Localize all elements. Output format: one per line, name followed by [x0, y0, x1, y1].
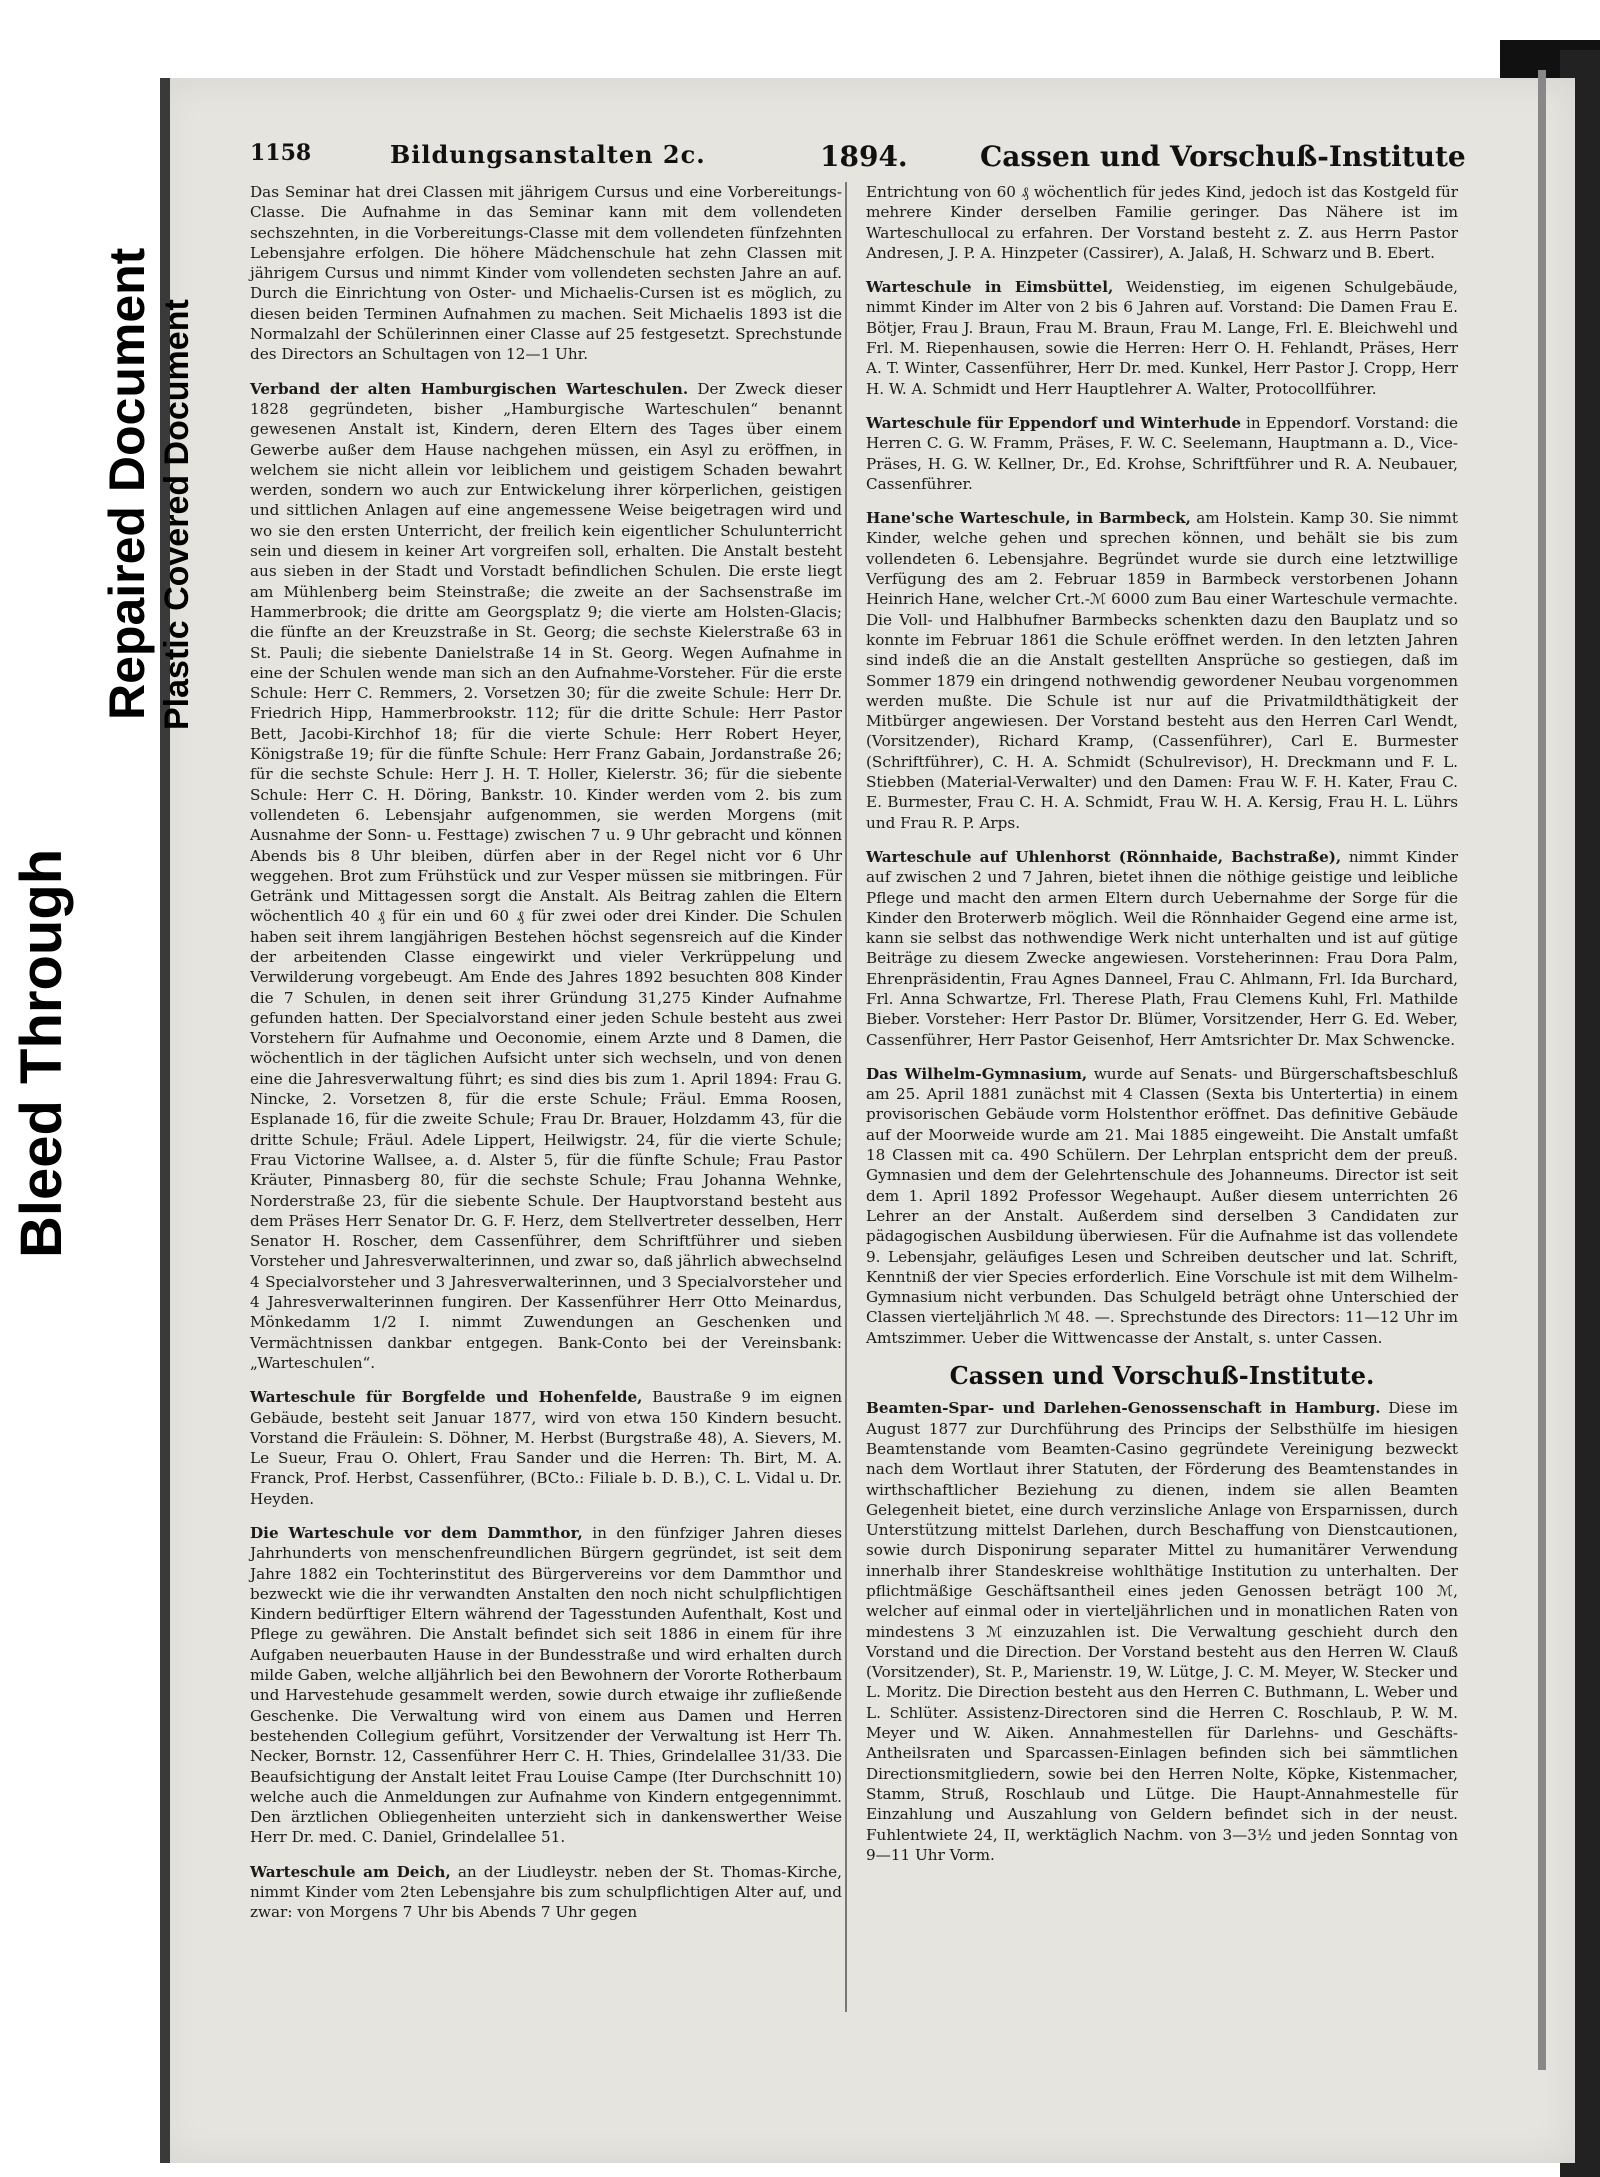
paragraph-text: nimmt Kinder auf zwischen 2 und 7 Jahren, bietet ihnen die nöthige geistige und leibliche Pflege und macht den armen Eltern durch Uebernahme der Sorge für die Kinder den Broterwerb möglich. Weil die Rönnhaider Gegend eine arme ist, kann sie selbst das nothwendige Werk nicht unterhalten und ist auf gütige Beiträge zu diesem Zwecke angewiesen. Vorsteherinnen: Frau Dora Palm, Ehrenpräsidentin, Frau Agnes Danneel, Frau C. Ahlmann, Frl. Ida Burchard, Frl. Anna Schwartze, Frl. Therese Plath, Frau Clemens Kuhl, Frl. Mathilde Bieber. Vorsteher: Herr Pastor Dr. Blümer, Vorsitzender, Herr G. Ed. Weber, Cassenführer, Herr Pastor Geisenhof, Herr Amtsrichter Dr. Max Schwencke.	[866, 847, 1459, 1049]
paragraph	[250, 379, 842, 1374]
paragraph-lead: Die Warteschule vor dem Dammthor,	[250, 1524, 583, 1542]
paragraph-lead: Das Wilhelm-Gymnasium,	[866, 1064, 1088, 1083]
paragraph	[866, 508, 1458, 833]
paragraph-text: Der Zweck dieser 1828 gegründeten, bisher „Hamburgische Warteschulen“ benannt gewesenen Anstalt ist, Kindern, deren Eltern des Tages über einem Gewerbe außer dem Hause nachgehen müssen, ein Asyl zu eröffnen, in welchem sie nicht allein vor leiblichem und geistigem Schaden bewahrt werden, sondern wo auch zur Entwickelung ihrer körperlichen, geistigen und sittlichen Anlagen auf eine angemessene Weise beigetragen wird und wo sie den ersten Unterricht, der freilich kein eigentlicher Schulunterricht sein und diesem in keiner Art vorgreifen soll, erhalten. Die Anstalt besteht aus sieben in der Stadt und Vorstadt befindlichen Schulen. Die erste liegt am Mühlenberg beim Steinstraße; die zweite an der Sachsenstraße im Hammerbrook; die dritte am Georgsplatz 9; die vierte am Holsten-Glacis; die fünfte an der Kreuzstraße in St. Georg; die sechste Kielerstraße 63 in St. Pauli; die siebente Danielstraße 14 in St. Georg. Wegen Aufnahme in eine der Schulen wende man sich an den Aufnahme-Vorsteher. Für die erste Schule: Herr C. Remmers, 2. Vorsetzen 30; für die zweite Schule: Herr Dr. Friedrich Hipp, Hammerbrookstr. 112; für die dritte Schule: Herr Pastor Bett, Jacobi-Kirchhof 18; für die vierte Schule: Herr Robert Heyer, Königstraße 19; für die fünfte Schule: Herr Franz Gabain, Jordanstraße 26; für die sechste Schule: Herr J. H. T. Holler, Kielerstr. 36; für die siebente Schule: Herr C. H. Döring, Bankstr. 10. Kinder werden vom 2. bis zum vollendeten 6. Lebensjahr aufgenommen, sie werden Morgens (mit Ausnahme der Sonn- u. Festtage) zwischen 7 u. 9 Uhr gebracht und können Abends bis 8 Uhr bleiben, dürfen aber in der Regel nicht vor 6 Uhr weggehen. Brot zum Frühstück und zur Vesper müssen sie mitbringen. Für Getränk und Mittagessen sorgt die Anstalt. Als Beitrag zahlen die Eltern wöchentlich 40 ₰ für ein und 60 ₰ für zwei oder drei Kinder. Die Schulen haben seit ihrem langjährigen Bestehen höchst segensreich auf die Kinder der arbeitenden Classe eingewirkt und vieler Verkrüppelung und Verwilderung vorgebeugt. Am Ende des Jahres 1892 besuchten 808 Kinder die 7 Schulen, in denen seit ihrer Gründung 31,275 Kinder Aufnahme gefunden hatten. Der Specialvorstand einer jeden Schule besteht aus zwei Vorstehern für Aufnahme und Oeconomie, einem Arzte und 8 Damen, die wöchentlich in der täglichen Aufsicht unter sich wechseln, und von denen eine die Jahresverwaltung führt; es sind dies bis zum 1. April 1894: Frau G. Nincke, 2. Vorsetzen 8, für die erste Schule; Fräul. Emma Roosen, Esplanade 16, für die zweite Schule; Frau Dr. Brauer, Holzdamm 43, für die dritte Schule; Fräul. Adele Lippert, Heilwigstr. 24, für die vierte Schule; Frau Victorine Wallsee, a. d. Alster 5, für die fünfte Schule; Frau Pastor Kräuter, Pinnasberg 80, für die sechste Schule; Frau Johanna Wehnke, Norderstraße 23, für die siebente Schule. Der Hauptvorstand besteht aus dem Präses Herr Senator Dr. G. F. Herz, dem Stellvertreter desselben, Herr Senator H. Roscher, dem Cassenführer, dem Schriftführer und sieben Vorsteher und Jahresverwalterinnen, und zwar so, daß jährlich abwechselnd 4 Specialvorsteher und 3 Jahresverwalterinnen, und 3 Specialvorsteher und 4 Jahresverwalterinnen fungiren. Der Kassenführer Herr Otto Meinardus, Mönkedamm 1/2 I. nimmt Zuwendungen an Geschenken und Vermächtnissen dankbar entgegen. Bank-Conto bei der Vereinsbank: „Warteschulen“.	[250, 379, 842, 1372]
right-column	[866, 182, 1458, 1873]
paragraph-lead: Warteschule für Borgfelde und Hohenfelde,	[250, 1388, 643, 1407]
left-column	[250, 182, 842, 1931]
paragraph-text: wurde auf Senats- und Bürgerschaftsbeschluß am 25. April 1881 zunächst mit 4 Classen (Sexta bis Untertertia) in einem provisorischen Gebäude vorm Holstenthor eröffnet. Das definitive Gebäude auf der Moorweide wurde am 21. Mai 1885 eingeweiht. Die Anstalt umfaßt 18 Classen mit ca. 490 Schülern. Der Lehrplan entspricht dem der preuß. Gymnasien und dem der Gelehrtenschule des Johanneums. Director ist seit dem 1. April 1892 Professor Wegehaupt. Außer diesem unterrichten 26 Lehrer an der Anstalt. Außerdem sind derselben 3 Candidaten zur pädagogischen Ausbildung überwiesen. Für die Aufnahme ist das vollendete 9. Lebensjahr, geläufiges Lesen und Schreiben deutscher und lat. Schrift, Kenntniß der vier Species erforderlich. Eine Vorschule ist mit dem Wilhelm-Gymnasium nicht verbunden. Das Schulgeld beträgt ohne Unterschied der Classen vierteljährlich ℳ 48. —. Sprechstunde des Directors: 11—12 Uhr im Amtszimmer. Ueber die Wittwencasse der Anstalt, s. unter Cassen.	[866, 1064, 1458, 1347]
paragraph	[866, 1398, 1458, 1865]
paragraph-text: Baustraße 9 im eignen Gebäude, besteht seit Januar 1877, wird von etwa 150 Kindern besucht. Vorstand die Fräulein: S. Döhner, M. Herbst (Burgstraße 48), A. Sievers, M. Le Sueur, Frau O. Ohlert, Frau Sander und die Herren: Th. Birt, M. A. Franck, Prof. Herbst, Cassenführer, (BCto.: Filiale b. D. B.), C. L. Vidal u. Dr. Heyden.	[250, 1388, 842, 1508]
paragraph-text: in Eppendorf. Vorstand: die Herren C. G. W. Framm, Präses, F. W. C. Seelemann, Hauptmann a. D., Vice-Präses, H. G. W. Kellner, Dr., Ed. Krohse, Schriftführer und R. A. Neubauer, Cassenführer.	[866, 413, 1459, 493]
paragraph	[250, 1387, 842, 1509]
header-left-title: Bildungsanstalten 2c.	[390, 140, 706, 169]
paragraph	[250, 1523, 842, 1848]
paragraph-text: Das Seminar hat drei Classen mit jährigem Cursus und eine Vorbereitungs-Classe. Die Aufnahme in das Seminar kann mit dem vollendeten sechszehnten, in die Vorbereitungs-Classe mit dem vollendeten fünfzehnten Lebensjahre erfolgen. Die höhere Mädchenschule hat zehn Classen mit jährigem Cursus und nimmt Kinder vom vollendeten sechsten Jahre an auf. Durch die Einrichtung von Oster- und Michaelis-Cursen ist es möglich, zu diesen beiden Terminen Aufnahmen zu machen. Seit Michaelis 1893 ist die Normalzahl der Schülerinnen einer Classe auf 25 festgesetzt. Sprechstunde des Directors an Schultagen von 12—1 Uhr.	[250, 183, 842, 364]
section-title: Cassen und Vorschuß-Institute.	[949, 1361, 1375, 1391]
paragraph	[250, 1862, 842, 1923]
column-divider	[845, 182, 847, 2012]
header-right-title: Cassen und Vorschuß-Institute	[980, 140, 1466, 173]
stamp-plastic-covered-document: Plastic Covered Document	[158, 299, 196, 730]
paragraph	[866, 182, 1458, 263]
paragraph-lead: Warteschule am Deich,	[250, 1862, 451, 1881]
paragraph-text: Diese im August 1877 zur Durchführung des Princips der Selbsthülfe im hiesigen Beamtenstande vom Beamten-Casino gegründete Vereinigung bezweckt nach dem Wortlaut ihrer Statuten, der Förderung des Beamtenstandes in wirthschaftlicher Beziehung zu dienen, indem sie allen Beamten Gelegenheit bietet, eine durch verzinsliche Anlage von Ersparnissen, durch Unterstützung mittelst Darlehen, durch Beschaffung von Dienstcautionen, sowie durch Disponirung separater Mittel zu humanitärer Verwendung innerhalb ihrer Standeskreise wohlthätige Institution zu unterhalten. Der pflichtmäßige Geschäftsantheil eines jeden Genossen beträgt 100 ℳ, welcher auf einmal oder in vierteljährlichen und in monatlichen Raten von mindestens 3 ℳ einzuzahlen ist. Die Verwaltung geschieht durch den Vorstand und die Direction. Der Vorstand besteht aus den Herren W. Clauß (Vorsitzender), St. P., Marienstr. 19, W. Lütge, J. C. M. Meyer, W. Stecker und L. Moritz. Die Direction besteht aus den Herren C. Buthmann, L. Weber und L. Schlüter. Assistenz-Directoren sind die Herren C. Roschlaub, P. W. M. Meyer und W. Aiken. Annahmestellen für Darlehns- und Geschäfts-Antheilsraten und Sparcassen-Einlagen befinden sich bei sämmtlichen Directionsmitgliedern, sowie bei den Herren Nolte, Köpke, Kistenmacher, Stamm, Struß, Roschlaub und Lütge. Die Haupt-Annahmestelle für Einzahlung und Auszahlung von Geldern befindet sich in der neust. Fuhlentwiete 24, II, werktäglich Nachm. von 3—3½ und jeden Sonntag von 9—11 Uhr Vorm.	[866, 1399, 1459, 1864]
page-number: 1158	[250, 140, 312, 166]
page-header	[250, 140, 1500, 176]
paragraph-lead: Verband der alten Hamburgischen Warteschulen.	[250, 379, 689, 398]
paragraph-text: Weidenstieg, im eigenen Schulgebäude, nimmt Kinder im Alter von 2 bis 6 Jahren auf. Vorstand: Die Damen Frau E. Bötjer, Frau J. Braun, Frau M. Braun, Frau M. Lange, Frl. E. Bleichwehl und Frl. M. Riepenhausen, sowie die Herren: Herr O. H. Fehlandt, Präses, Herr A. T. Winter, Cassenführer, Herr Dr. med. Kunkel, Herr Pastor J. Cropp, Herr H. W. A. Schmidt und Herr Hauptlehrer A. Walter, Protocollführer.	[866, 278, 1459, 398]
stamp-bleed-through: Bleed Through	[9, 848, 74, 1258]
paragraph-text: am Holstein. Kamp 30. Sie nimmt Kinder, welche gehen und sprechen können, und behält sie bis zum vollendeten 6. Lebensjahre. Begründet wurde sie durch eine letztwillige Verfügung des am 2. Februar 1859 in Barmbeck verstorbenen Johann Heinrich Hane, welcher Crt.-ℳ 6000 zum Bau einer Warteschule vermachte. Die Voll- und Halbhufner Barmbecks schenkten dazu den Bauplatz und so konnte im Februar 1861 die Schule eröffnet werden. In den letzten Jahren sind indeß die an die Anstalt gestellten Ansprüche so gestiegen, daß im Sommer 1879 ein dringend nothwendig gewordener Neubau vorgenommen werden mußte. Die Schule ist nur auf die Privatmildthätigkeit der Mitbürger angewiesen. Der Vorstand besteht aus den Herren Carl Wendt, (Vorsitzender), Richard Kramp, (Cassenführer), Carl E. Burmester (Schriftführer), C. H. A. Schmidt (Schulrevisor), H. Dreckmann und F. L. Stiebben (Material-Verwalter) und den Damen: Frau W. F. H. Kater, Frau C. E. Burmester, Frau C. H. A. Schmidt, Frau W. H. A. Kersig, Frau H. L. Lührs und Frau R. P. Arps.	[866, 509, 1459, 832]
paragraph-lead: Warteschule in Eimsbüttel,	[866, 278, 1114, 297]
paragraph-lead: Warteschule auf Uhlenhorst (Rönnhaide, Bachstraße),	[866, 847, 1342, 866]
paragraph	[866, 847, 1458, 1050]
stamp-repaired-document: Repaired Document	[99, 247, 155, 720]
paragraph-text: in den fünfziger Jahren dieses Jahrhunderts von menschenfreundlichen Bürgern gegründet, ist seit dem Jahre 1882 ein Tochterinstitut des Bürgervereins vor dem Dammthor und bezweckt wie die ihr verwandten Anstalten den noch nicht schulpflichtigen Kindern bedürftiger Eltern während der Tagesstunden Aufenthalt, Kost und Pflege zu gewähren. Die Anstalt befindet sich seit 1886 in einem für ihre Aufgaben neuerbauten Hause in der Bundesstraße und wird erhalten durch milde Gaben, welche alljährlich bei den Bewohnern der Vororte Rotherbaum und Harvestehude gesammelt werden, sowie durch etwaige ihr zufließende Geschenke. Die Verwaltung wird von einem aus Damen und Herren bestehenden Collegium geführt, Vorsitzender der Verwaltung ist Herr Th. Necker, Bornstr. 12, Cassenführer Herr C. H. Thies, Grindelallee 31/33. Die Beaufsichtigung der Anstalt leitet Frau Louise Campe (Iter Durchschnitt 10) welche auch die Anmeldungen zur Aufnahme von Kindern entgegennimmt. Den ärztlichen Obliegenheiten unterzieht sich in dankenswerther Weise Herr Dr. med. C. Daniel, Grindelallee 51.	[250, 1524, 843, 1847]
paragraph-lead: Beamten-Spar- und Darlehen-Genossenschaft in Hamburg.	[866, 1399, 1381, 1418]
paragraph-text: an der Liudleystr. neben der St. Thomas-Kirche, nimmt Kinder vom 2ten Lebensjahre bis zum schulpflichtigen Alter auf, und zwar: von Morgens 7 Uhr bis Abends 7 Uhr gegen	[250, 1862, 842, 1922]
scan-frame-edge	[1538, 70, 1546, 2070]
paragraph-lead: Warteschule für Eppendorf und Winterhude	[866, 413, 1242, 432]
paragraph-text: Entrichtung von 60 ₰ wöchentlich für jedes Kind, jedoch ist das Kostgeld für mehrere Kinder derselben Familie geringer. Das Nähere ist im Warteschullocal zu erfahren. Der Vorstand besteht z. Z. aus Herrn Pastor Andresen, J. P. A. Hinzpeter (Cassirer), A. Jalaß, H. Schwarz und B. Ebert.	[866, 183, 1458, 262]
header-year: 1894.	[820, 140, 908, 173]
paragraph	[866, 277, 1458, 399]
paragraph	[866, 1064, 1458, 1348]
paragraph	[866, 413, 1458, 494]
paragraph	[250, 182, 842, 365]
paragraph-lead: Hane'sche Warteschule, in Barmbeck,	[866, 509, 1191, 528]
